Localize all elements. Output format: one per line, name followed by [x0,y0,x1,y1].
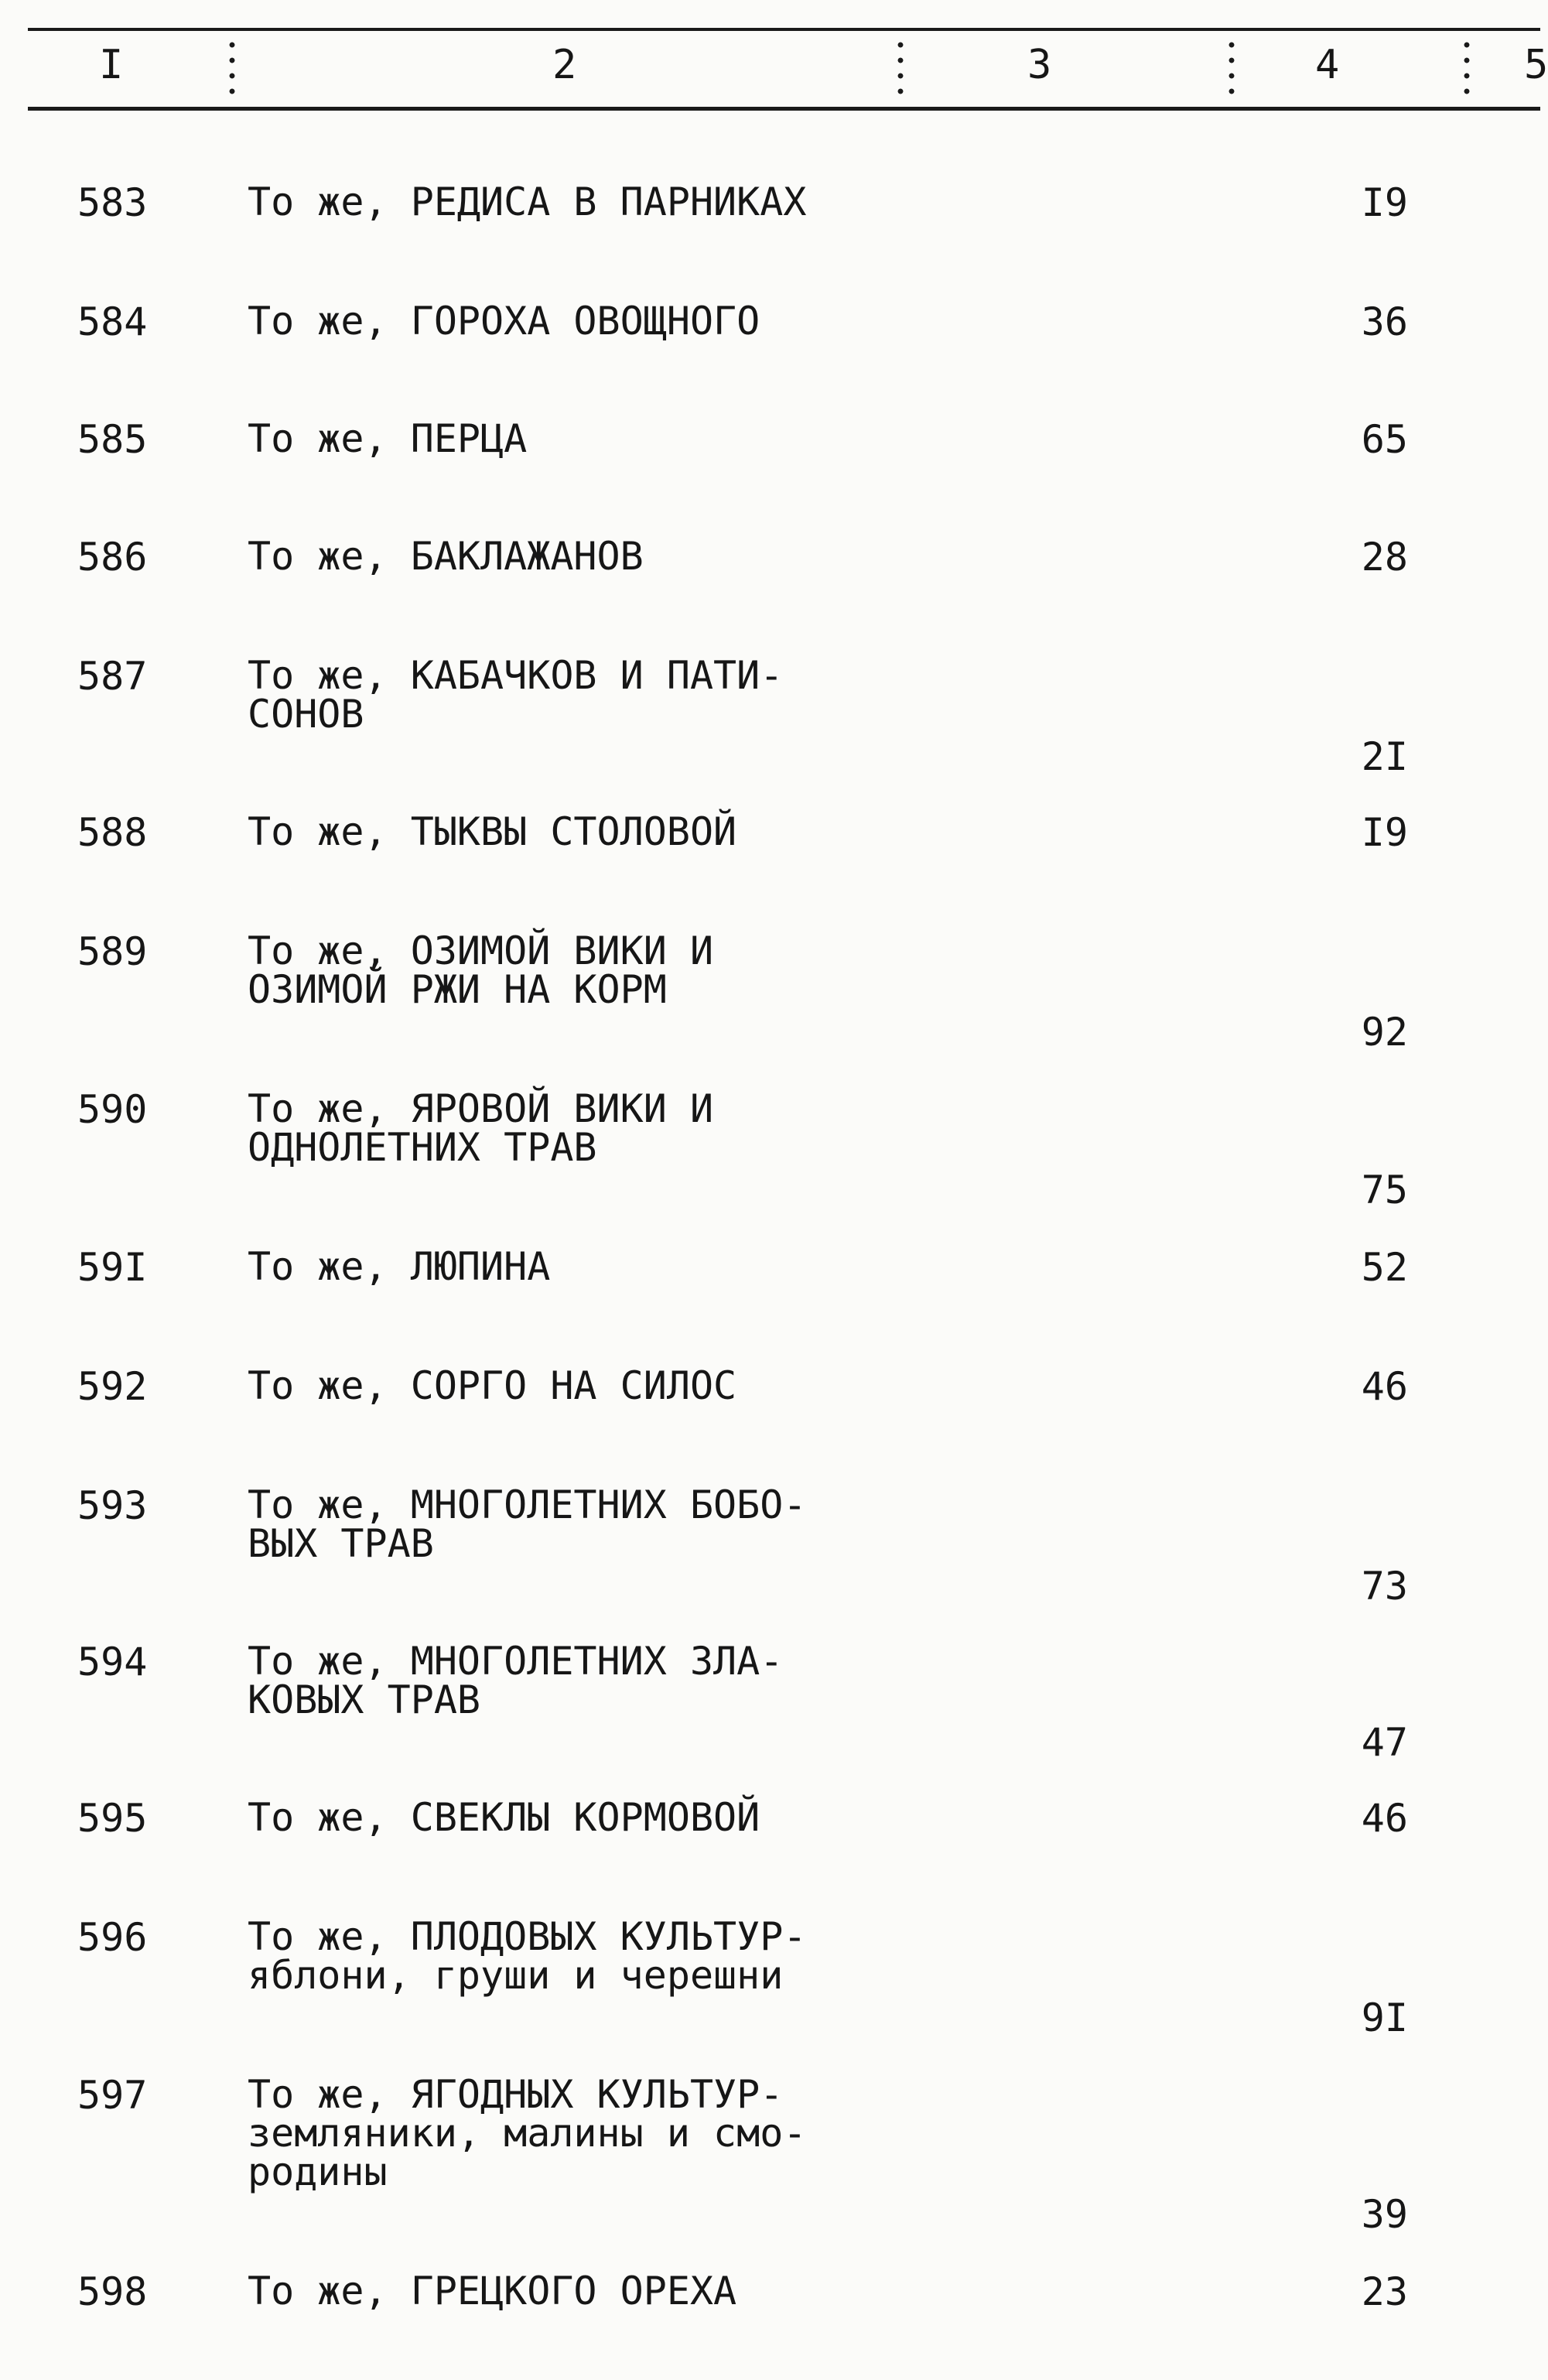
description-line: То же, ГРЕЦКОГО ОРЕХА [248,2269,737,2313]
row-count: 65 [1361,417,1408,462]
row-number: 585 [77,417,148,462]
description-line: То же, БАКЛАЖАНОВ [248,534,644,579]
header-bottom-rule [28,107,1540,111]
row-description [248,1363,737,1408]
row-description [248,416,528,461]
description-line: То же, ЯРОВОЙ ВИКИ И [248,1086,714,1131]
row-description [248,2072,807,2194]
column-1-heading: I [99,42,124,88]
row-number: 586 [77,535,148,580]
row-description [248,2269,737,2313]
description-line: То же, ГОРОХА ОВОЩНОГО [248,299,760,344]
row-description [248,1482,807,1566]
row-number: 583 [77,180,148,225]
description-line: То же, ОЗИМОЙ ВИКИ И [248,928,714,973]
row-description [248,1639,784,1722]
row-count: 46 [1361,1796,1408,1841]
row-count: 52 [1361,1245,1408,1290]
description-line: ВЫХ ТРАВ [248,1521,434,1566]
description-line: То же, ЛЮПИНА [248,1244,551,1289]
row-number: 593 [77,1483,148,1528]
row-number: 590 [77,1087,148,1132]
description-line: То же, ПЛОДОВЫХ КУЛЬТУР- [248,1914,807,1959]
description-line: То же, ЯГОДНЫХ КУЛЬТУР- [248,2072,784,2117]
row-count: 39 [1361,2192,1408,2237]
row-count: 23 [1361,2269,1408,2314]
row-count: 47 [1361,1720,1408,1765]
description-line: СОНОВ [248,692,364,737]
row-description [248,534,644,579]
column-3-heading: 3 [1027,42,1052,88]
row-count: 92 [1361,1010,1408,1055]
row-count: 2I [1361,734,1408,779]
description-line: То же, ПЕРЦА [248,416,528,461]
column-2-heading: 2 [552,42,577,88]
column-separator [229,37,235,101]
row-number: 597 [77,2073,148,2118]
row-number: 595 [77,1796,148,1841]
table-header [0,0,1548,124]
column-separator [897,37,904,101]
row-count: 36 [1361,299,1408,344]
row-number: 596 [77,1915,148,1960]
description-line: То же, МНОГОЛЕТНИХ ЗЛА- [248,1639,784,1684]
row-number: 587 [77,654,148,699]
row-count: 28 [1361,535,1408,580]
column-4-heading: 4 [1315,42,1340,88]
row-count: 75 [1361,1168,1408,1212]
row-number: 59I [77,1245,148,1290]
row-description [248,1914,807,1998]
description-line: родины [248,2149,388,2194]
row-description [248,1086,714,1170]
row-count: I9 [1361,810,1408,855]
description-line: ОЗИМОЙ РЖИ НА КОРМ [248,967,667,1012]
row-number: 588 [77,810,148,855]
description-line: То же, КАБАЧКОВ И ПАТИ- [248,653,784,698]
description-line: То же, СВЕКЛЫ КОРМОВОЙ [248,1795,760,1840]
row-description [248,1795,760,1840]
row-count: 9I [1361,1995,1408,2040]
description-line: земляники, малины и смо- [248,2111,807,2156]
column-5-heading: 5 [1524,42,1548,88]
row-number: 584 [77,299,148,344]
row-count: I9 [1361,180,1408,225]
column-separator [1464,37,1470,101]
row-number: 589 [77,929,148,974]
row-description [248,299,760,344]
row-description [248,928,714,1012]
description-line: То же, МНОГОЛЕТНИХ БОБО- [248,1482,807,1527]
description-line: То же, РЕДИСА В ПАРНИКАХ [248,180,807,224]
description-line: яблони, груши и черешни [248,1953,784,1998]
row-description [248,180,807,224]
row-number: 598 [77,2269,148,2314]
row-description [248,653,784,737]
header-top-rule [28,28,1540,31]
row-number: 592 [77,1364,148,1409]
column-separator [1228,37,1235,101]
row-count: 73 [1361,1564,1408,1609]
row-count: 46 [1361,1364,1408,1409]
description-line: То же, СОРГО НА СИЛОС [248,1363,737,1408]
description-line: То же, ТЫКВЫ СТОЛОВОЙ [248,809,737,854]
row-description [248,1244,551,1289]
description-line: ОДНОЛЕТНИХ ТРАВ [248,1125,597,1170]
row-number: 594 [77,1640,148,1684]
row-description [248,809,737,854]
description-line: КОВЫХ ТРАВ [248,1677,481,1722]
